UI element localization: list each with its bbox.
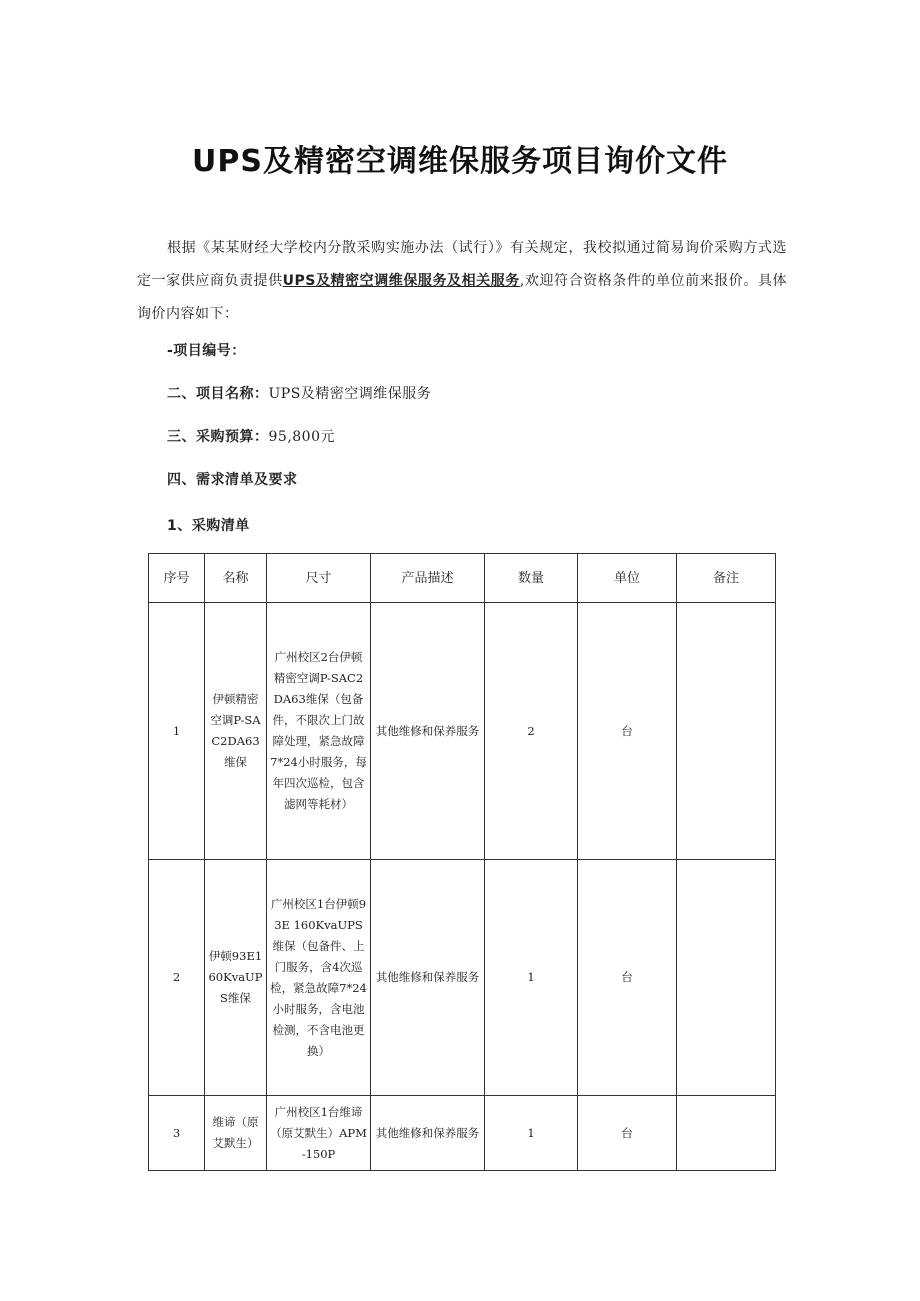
- cell-name: 维谛（原艾默生）: [205, 1096, 267, 1171]
- section-purchase-list: [167, 515, 250, 535]
- intro-paragraph: [137, 232, 787, 331]
- header-note: 备注: [677, 554, 776, 603]
- cell-note: [677, 1096, 776, 1171]
- cell-spec: 广州校区1台伊顿93E 160KvaUPS维保（包备件、上门服务，含4次巡检，紧急故障7*24小时服务，含电池检测，不含电池更换）: [267, 860, 371, 1096]
- cell-no: 2: [149, 860, 205, 1096]
- cell-unit: 台: [578, 860, 677, 1096]
- budget-value: 95,800元: [268, 429, 335, 445]
- cell-no: 1: [149, 603, 205, 860]
- cell-qty: 1: [485, 1096, 578, 1171]
- cell-unit: 台: [578, 603, 677, 860]
- table-header-row: [149, 554, 776, 603]
- header-no: 序号: [149, 554, 205, 603]
- header-desc: 产品描述: [371, 554, 485, 603]
- cell-desc: 其他维修和保养服务: [371, 1096, 485, 1171]
- header-unit: 单位: [578, 554, 677, 603]
- intro-text-before: 根据《某某财经大学校内分散采购实施办法（试行）》有关规定，我校拟通过简易询价采购方式选定一家供应商负责提供: [137, 240, 787, 289]
- table-row: [149, 860, 776, 1096]
- cell-name: 伊顿93E160KvaUPS维保: [205, 860, 267, 1096]
- project-name-value: UPS及精密空调维保服务: [268, 386, 432, 402]
- table-row: [149, 1096, 776, 1171]
- budget-label: 三、采购预算：: [167, 429, 269, 445]
- cell-unit: 台: [578, 1096, 677, 1171]
- requirements-label: 四、需求清单及要求: [167, 472, 298, 488]
- cell-qty: 2: [485, 603, 578, 860]
- cell-desc: 其他维修和保养服务: [371, 603, 485, 860]
- section-budget: [167, 426, 335, 446]
- cell-note: [677, 860, 776, 1096]
- header-name: 名称: [205, 554, 267, 603]
- intro-text-after: ,欢迎符合资格条件的单位前来报价。具体询价内容如下：: [137, 273, 788, 322]
- section-project-number: [167, 340, 246, 360]
- cell-spec: 广州校区1台维谛（原艾默生）APM-150P: [267, 1096, 371, 1171]
- cell-qty: 1: [485, 860, 578, 1096]
- cell-no: 3: [149, 1096, 205, 1171]
- section-project-name: [167, 383, 431, 403]
- project-name-label: 二、项目名称：: [167, 386, 269, 402]
- document-title: UPS及精密空调维保服务项目询价文件: [192, 144, 728, 179]
- table-row: [149, 603, 776, 860]
- project-number-label: -项目编号：: [167, 343, 246, 359]
- cell-desc: 其他维修和保养服务: [371, 860, 485, 1096]
- header-spec: 尺寸: [267, 554, 371, 603]
- header-qty: 数量: [485, 554, 578, 603]
- cell-note: [677, 603, 776, 860]
- cell-name: 伊顿精密空调P-SAC2DA63维保: [205, 603, 267, 860]
- purchase-list-label: 1、采购清单: [167, 518, 250, 534]
- intro-service-name: UPS及精密空调维保服务及相关服务: [282, 273, 520, 289]
- section-requirements: [167, 469, 298, 489]
- cell-spec: 广州校区2台伊顿精密空调P-SAC2DA63维保（包备件，不限次上门故障处理，紧急故障7*24小时服务，每年四次巡检，包含滤网等耗材）: [267, 603, 371, 860]
- purchase-table: [148, 553, 776, 1171]
